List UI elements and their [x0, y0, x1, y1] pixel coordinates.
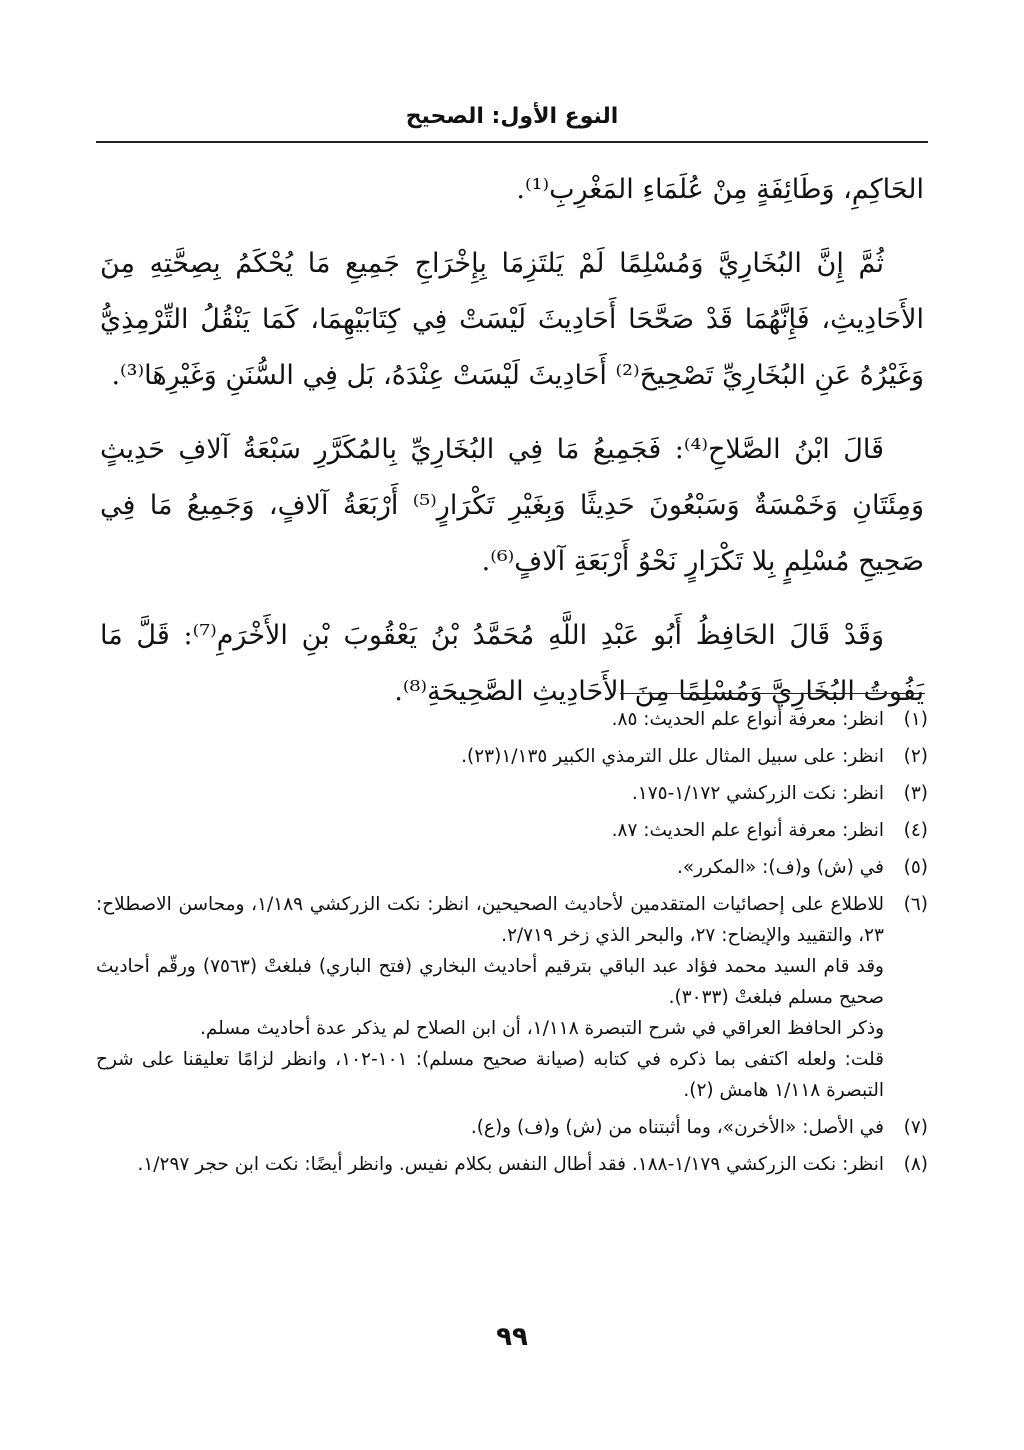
- footnote-divider: [620, 693, 925, 694]
- footnote-number: (٢): [903, 746, 928, 767]
- footnote-3: [96, 778, 928, 809]
- footnote-1: [96, 704, 928, 735]
- footnote-number: (٦): [903, 894, 928, 915]
- footnote-7: [96, 1112, 928, 1143]
- footnote-2: [96, 741, 928, 772]
- footnote-text: انظر: على سبيل المثال علل الترمذي الكبير ١/١٣٥(٢٣).: [461, 746, 884, 767]
- main-text: [100, 162, 924, 738]
- footnote-6: [96, 889, 928, 1106]
- footnote-number: (١): [903, 709, 928, 730]
- footnote-text: في الأصل: «الأخرن»، وما أثبتناه من (ش) و(ف) و(ع).: [470, 1117, 884, 1138]
- footnote-8: [96, 1149, 928, 1180]
- footnote-number: (٨): [903, 1154, 928, 1175]
- footnotes: [96, 704, 928, 1186]
- footnote-text: انظر: معرفة أنواع علم الحديث: ٨٧.: [611, 820, 884, 841]
- footnote-number: (٣): [903, 783, 928, 804]
- footnote-text: وقد قام السيد محمد فؤاد عبد الباقي بترقيم أحاديث البخاري (فتح الباري) فبلغتْ (٧٥٦٣) ورقّم أحاديث صحيح مسلم فبلغتْ (٣٠٣٣).: [96, 956, 884, 1008]
- running-header: النوع الأول: الصحيح: [405, 104, 619, 129]
- footnote-text: وذكر الحافظ العراقي في شرح التبصرة ١/١١٨، أن ابن الصلاح لم يذكر عدة أحاديث مسلم.: [199, 1018, 884, 1039]
- header-divider: [96, 141, 928, 143]
- footnote-5: [96, 852, 928, 883]
- page-number: ٩٩: [496, 1322, 528, 1352]
- footnote-number: (٧): [903, 1117, 928, 1138]
- footnote-number: (٤): [903, 820, 928, 841]
- paragraph-3: قَالَ ابْنُ الصَّلاحِ⁽⁴⁾: فَجَمِيعُ مَا فِي البُخَارِيِّ بِالمُكَرَّرِ سَبْعَةُ آلافِ حَدِيثٍ وَمِئَتَانِ وَخَمْسَةٌ وَسَبْعُونَ حَدِيثًا وَبِغَيْرِ تَكْرَارٍ⁽⁵⁾ أَرْبَعَةُ آلافٍ، وَجَمِيعُ مَا فِي صَحِيحِ مُسْلِمٍ بِلا تَكْرَارٍ نَحْوُ أَرْبَعَةِ آلافٍ⁽⁶⁾.: [100, 434, 924, 577]
- footnote-text: انظر: معرفة أنواع علم الحديث: ٨٥.: [611, 709, 884, 730]
- footnote-text: في (ش) و(ف): «المكرر».: [676, 857, 884, 878]
- footnote-text: انظر: نكت الزركشي ١/١٧٩-١٨٨. فقد أطال النفس بكلام نفيس. وانظر أيضًا: نكت ابن حجر ١/٢٩٧.: [137, 1154, 884, 1175]
- paragraph-4: وَقَدْ قَالَ الحَافِظُ أَبُو عَبْدِ اللَّهِ مُحَمَّدُ بْنُ يَعْقُوبَ بْنِ الأَخْرَمِ⁽⁷⁾: قَلَّ مَا يَفُوتُ البُخَارِيَّ وَمُسْلِمًا مِنَ الأَحَادِيثِ الصَّحِيحَةِ⁽⁸⁾.: [100, 620, 924, 707]
- footnote-number: (٥): [903, 857, 928, 878]
- footnote-text: قلت: ولعله اكتفى بما ذكره في كتابه (صيانة صحيح مسلم): ١٠١-١٠٢، وانظر لزامًا تعليقنا على شرح التبصرة ١/١١٨ هامش (٢).: [96, 1049, 884, 1101]
- footnote-4: [96, 815, 928, 846]
- footnote-text: انظر: نكت الزركشي ١/١٧٢-١٧٥.: [631, 783, 884, 804]
- paragraph-2: ثُمَّ إِنَّ البُخَارِيَّ وَمُسْلِمًا لَمْ يَلتَزِمَا بِإِخْرَاجِ جَمِيعِ مَا يُحْكَمُ بِصِحَّتِهِ مِنَ الأَحَادِيثِ، فَإِنَّهُمَا قَدْ صَحَّحَا أَحَادِيثَ لَيْسَتْ فِي كِتَابَيْهِمَا، كَمَا يَنْقُلُ التِّرْمِذِيُّ وَغَيْرُهُ عَنِ البُخَارِيِّ تَصْحِيحَ⁽²⁾ أَحَادِيثَ لَيْسَتْ عِنْدَهُ، بَل فِي السُّنَنِ وَغَيْرِهَا⁽³⁾.: [100, 248, 924, 391]
- paragraph-1: الحَاكِمِ، وَطَائِفَةٍ مِنْ عُلَمَاءِ المَغْرِبِ⁽¹⁾.: [516, 174, 924, 205]
- footnote-text: للاطلاع على إحصائيات المتقدمين لأحاديث الصحيحين، انظر: نكت الزركشي ١/١٨٩، ومحاسن الاصطلاح: ٢٣، والتقييد والإيضاح: ٢٧، والبحر الذي زخر ٢/٧١٩.: [96, 894, 884, 946]
